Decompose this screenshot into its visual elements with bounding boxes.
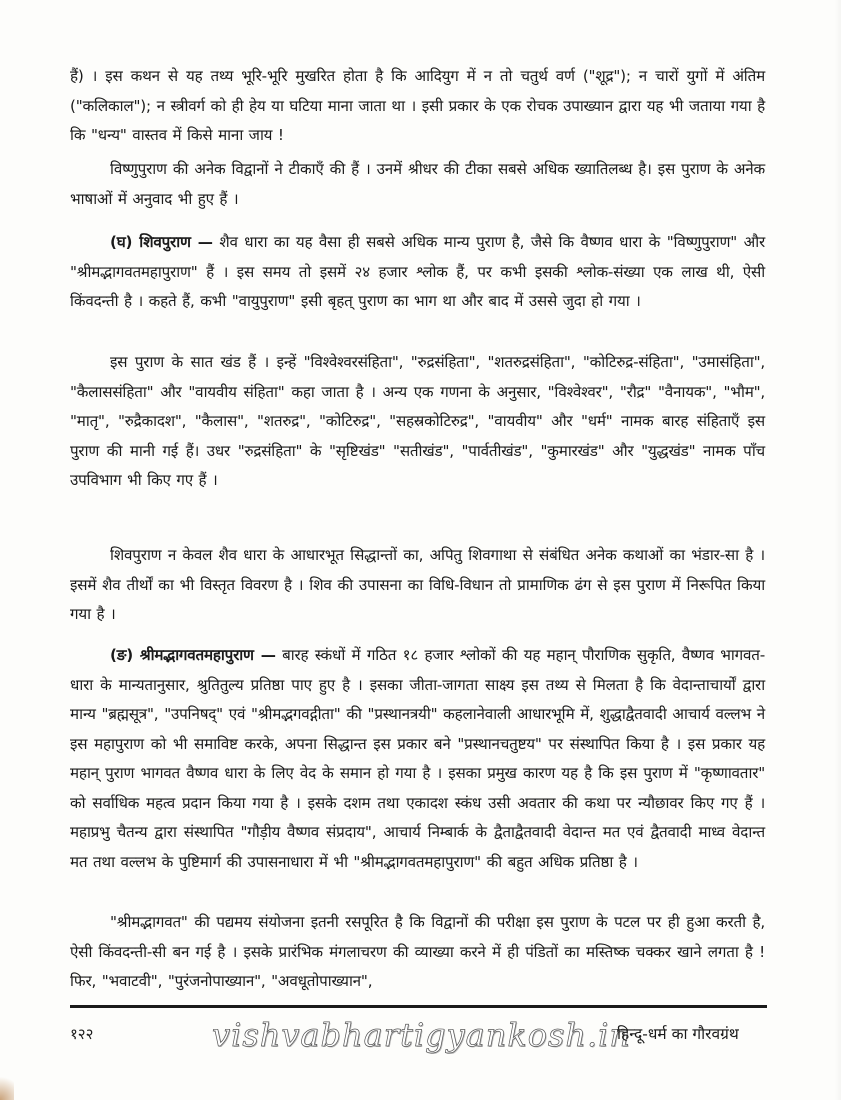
paragraph-text: शैव धारा का यह वैसा ही सबसे अधिक मान्य पुराण है, जैसे कि वैष्णव धारा के "विष्णुपुराण" और "श्रीमद्भागवतमहापुराण" हैं । इस समय तो इसमें २४ हजार श्लोक हैं, पर कभी इसकी श्लोक-संख्या एक लाख थी, ऐसी किंवदन्ती है । कहते हैं, कभी "वायुपुराण" इसी बृहत् पुराण का भाग था और बाद में उससे जुदा हो गया । — [70, 233, 765, 310]
section-heading-bhagavata: (ङ) श्रीमद्भागवतमहापुराण — — [110, 646, 276, 664]
body-text-4 — [70, 348, 765, 496]
body-text-7 — [70, 908, 765, 997]
page-number: १२२ — [70, 1025, 94, 1043]
section-shivapurana — [70, 228, 765, 317]
section-bhagavata — [70, 641, 765, 877]
paragraph-bhagavata-intro — [70, 641, 765, 877]
page-edge-shadow — [835, 0, 841, 1100]
body-text-5 — [70, 541, 765, 630]
page-corner-mark — [0, 1070, 14, 1100]
paragraph-bhagavata-poetry: "श्रीमद्भागवत" की पद्यमय संयोजना इतनी रसपूरित है कि विद्वानों की परीक्षा इस पुराण के पटल पर ही हुआ करती है, ऐसी किंवदन्ती-सी बन गई है । इसके प्रारंभिक मंगलाचरण की व्याख्या करने में ही पंडितों का मस्तिष्क चक्कर खाने लगता है ! फिर, "भवाटवी", "पुरंजनोपाख्यान", "अवधूतोपाख्यान", — [70, 913, 765, 990]
paragraph-shivapurana-content: शिवपुराण न केवल शैव धारा के आधारभूत सिद्धान्तों का, अपितु शिवगाथा से संबंधित अनेक कथाओं का भंडार-सा है । इसमें शैव तीर्थों का भी विस्तृत विवरण है । शिव की उपासना का विधि-विधान तो प्रामाणिक ढंग से इस पुराण में निरूपित किया गया है । — [70, 546, 765, 623]
body-text — [70, 62, 765, 151]
paragraph-shivapurana-sections: इस पुराण के सात खंड हैं । इन्हें "विश्वेश्वरसंहिता", "रुद्रसंहिता", "शतरुद्रसंहिता", "कोटिरुद्र-संहिता", "उमासंहिता", "कैलाससंहिता" और "वायवीय संहिता" कहा जाता है । अन्य एक गणना के अनुसार, "विश्वेश्वर", "रौद्र" "वैनायक", "भौम", "मातृ", "रुद्रैकादश", "कैलास", "शतरुद्र", "कोटिरुद्र", "सहस्रकोटिरुद्र", "वायवीय" और "धर्म" नामक बारह संहिताएँ इस पुराण की मानी गई हैं। उधर "रुद्रसंहिता" के "सृष्टिखंड" "सतीखंड", "पार्वतीखंड", "कुमारखंड" और "युद्धखंड" नामक पाँच उपविभाग भी किए गए हैं । — [70, 353, 765, 489]
running-footer-title: हिन्दू-धर्म का गौरवग्रंथ — [617, 1025, 739, 1043]
watermark: vishvabhartigyankosh.in — [212, 1016, 632, 1054]
paragraph-text: बारह स्कंधों में गठित १८ हजार श्लोकों की यह महान् पौराणिक सुकृति, वैष्णव भागवत-धारा के मान्यतानुसार, श्रुतितुल्य प्रतिष्ठा पाए हुए है । इसका जीता-जागता साक्ष्य इस तथ्य से मिलता है कि वेदान्ताचार्यों द्वारा मान्य "ब्रह्मसूत्र", "उपनिषद्" एवं "श्रीमद्भगवद्गीता" की "प्रस्थानत्रयी" कहलानेवाली आधारभूमि में, शुद्धाद्वैतवादी आचार्य वल्लभ ने इस महापुराण को भी समाविष्ट करके, अपना सिद्धान्त इस प्रकार बने "प्रस्थानचतुष्टय" पर संस्थापित किया है । इस प्रकार यह महान् पुराण भागवत वैष्णव धारा के लिए वेद के समान हो गया है । इसका प्रमुख कारण यह है कि इस पुराण में "कृष्णावतार" को सर्वाधिक महत्व प्रदान किया गया है । इसके दशम तथा एकादश स्कंध उसी अवतार की कथा पर न्यौछावर किए गए हैं । महाप्रभु चैतन्य द्वारा संस्थापित "गौड़ीय वैष्णव संप्रदाय", आचार्य निम्बार्क के द्वैताद्वैतवादी वेदान्त मत एवं द्वैतवादी माध्व वेदान्त मत तथा वल्लभ के पुष्टिमार्ग की उपासनाधारा में भी "श्रीमद्भागवतमहापुराण" की बहुत अधिक प्रतिष्ठा है । — [70, 646, 765, 871]
footer-rule — [70, 1005, 767, 1008]
section-heading-shivapurana: (घ) शिवपुराण — — [110, 233, 213, 251]
body-text-2 — [70, 155, 765, 214]
paragraph-continuation: हैं) । इस कथन से यह तथ्य भूरि-भूरि मुखरित होता है कि आदियुग में न तो चतुर्थ वर्ण ("शूद्र"); न चारों युगों में अंतिम ("कलिकाल"); न स्त्रीवर्ग को ही हेय या घटिया माना जाता था । इसी प्रकार के एक रोचक उपाख्यान द्वारा यह भी जताया गया है कि "धन्य" वास्तव में किसे माना जाय ! — [70, 67, 765, 144]
paragraph-vishnupurana-commentaries: विष्णुपुराण की अनेक विद्वानों ने टीकाएँ की हैं । उनमें श्रीधर की टीका सबसे अधिक ख्यातिलब्ध है। इस पुराण के अनेक भाषाओं में अनुवाद भी हुए हैं । — [70, 160, 765, 208]
paragraph-shivapurana-intro — [70, 228, 765, 317]
